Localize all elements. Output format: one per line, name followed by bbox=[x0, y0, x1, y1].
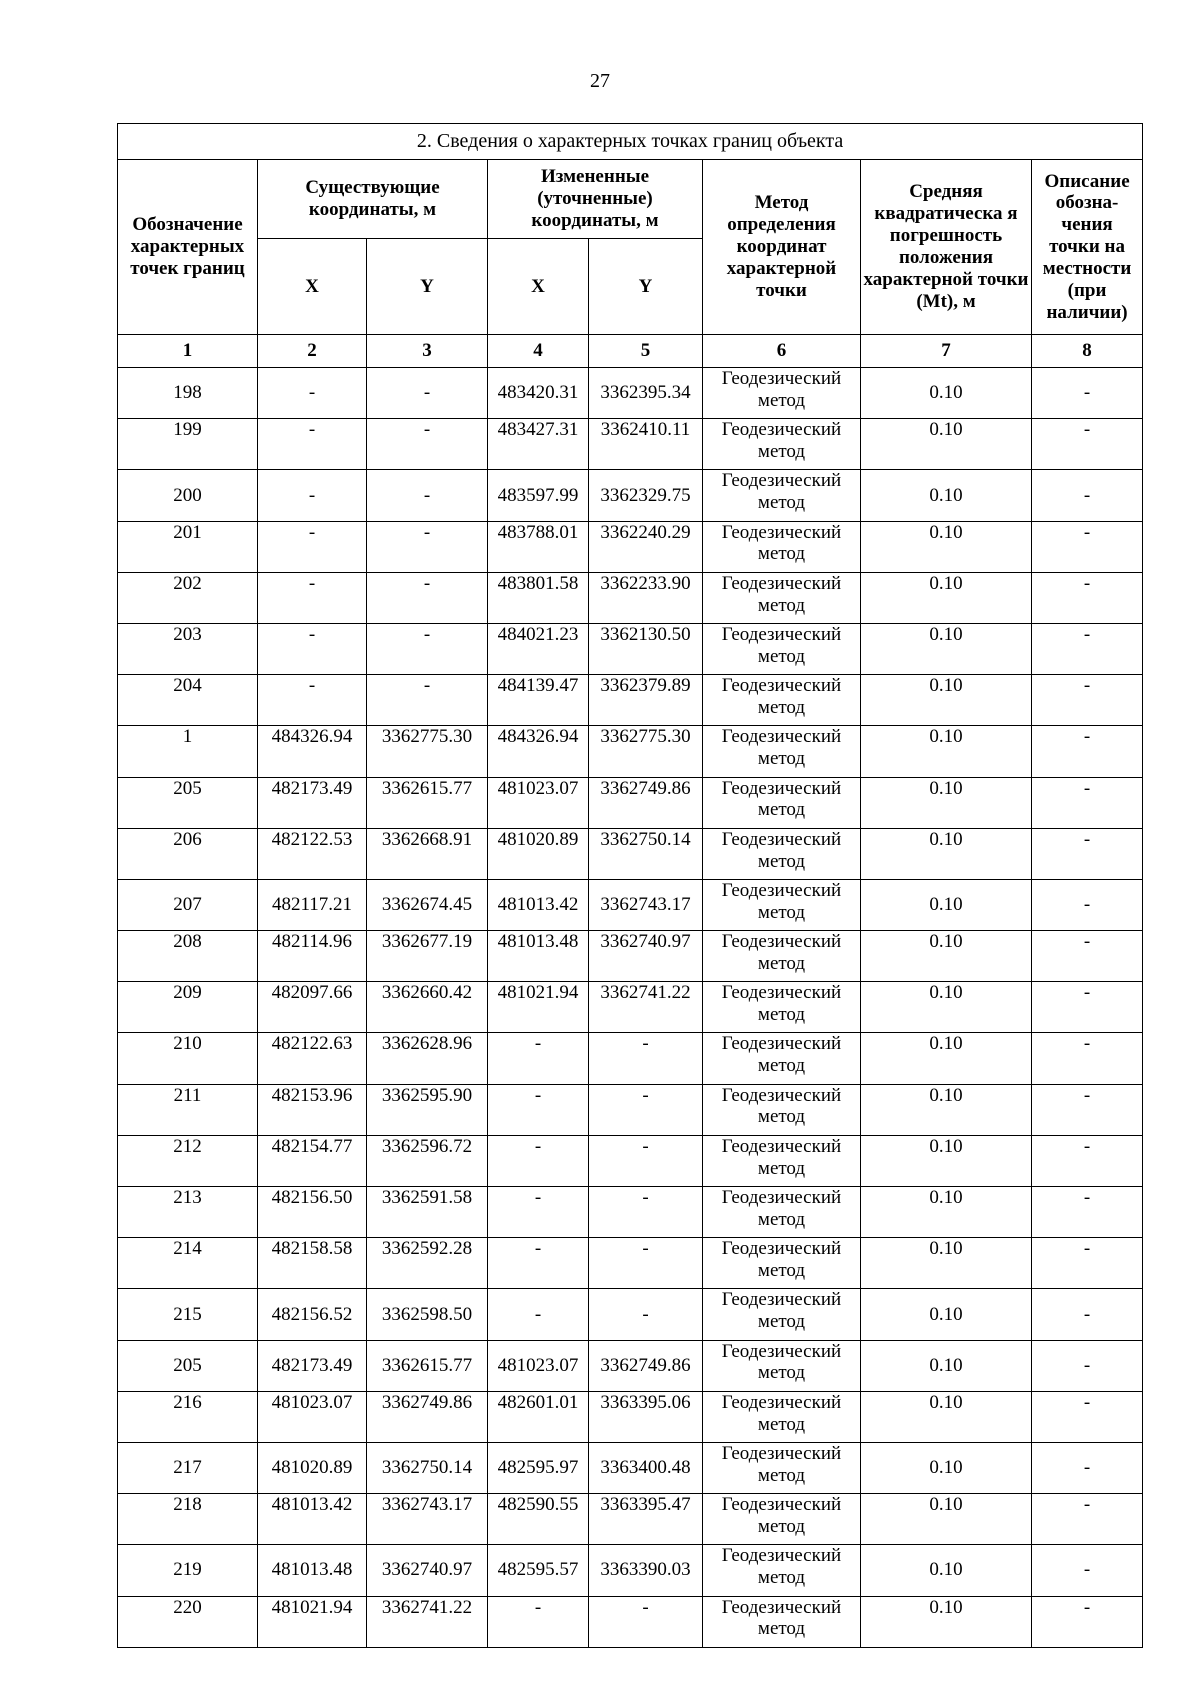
changed-y-cell: - bbox=[589, 1187, 703, 1238]
error-cell: 0.10 bbox=[861, 572, 1032, 623]
point-designation-cell: 219 bbox=[118, 1545, 258, 1596]
existing-y-cell: 3362660.42 bbox=[367, 982, 488, 1033]
error-cell: 0.10 bbox=[861, 1545, 1032, 1596]
error-cell: 0.10 bbox=[861, 470, 1032, 521]
point-designation-cell: 207 bbox=[118, 879, 258, 930]
table-row bbox=[118, 470, 1143, 521]
point-designation-cell: 220 bbox=[118, 1596, 258, 1647]
description-cell: - bbox=[1032, 675, 1143, 726]
changed-y-cell: 3362740.97 bbox=[589, 931, 703, 982]
point-designation-cell: 205 bbox=[118, 777, 258, 828]
description-cell: - bbox=[1032, 419, 1143, 470]
table-row bbox=[118, 1391, 1143, 1442]
point-designation-cell: 218 bbox=[118, 1494, 258, 1545]
description-cell: - bbox=[1032, 879, 1143, 930]
header-error: Средняя квадратическа я погрешность положения характерной точки (Mt), м bbox=[861, 160, 1032, 335]
error-cell: 0.10 bbox=[861, 1340, 1032, 1391]
table-row bbox=[118, 572, 1143, 623]
method-cell: Геодезический метод bbox=[703, 1135, 861, 1186]
existing-y-cell: 3362596.72 bbox=[367, 1135, 488, 1186]
description-cell: - bbox=[1032, 368, 1143, 419]
changed-x-cell: - bbox=[488, 1187, 589, 1238]
changed-y-cell: 3362410.11 bbox=[589, 419, 703, 470]
error-cell: 0.10 bbox=[861, 1033, 1032, 1084]
changed-y-cell: 3362395.34 bbox=[589, 368, 703, 419]
method-cell: Геодезический метод bbox=[703, 1391, 861, 1442]
existing-x-cell: 482122.63 bbox=[258, 1033, 367, 1084]
description-cell: - bbox=[1032, 1596, 1143, 1647]
point-designation-cell: 205 bbox=[118, 1340, 258, 1391]
changed-y-cell: 3362240.29 bbox=[589, 521, 703, 572]
table-row bbox=[118, 1289, 1143, 1340]
column-number: 4 bbox=[488, 335, 589, 368]
changed-y-cell: - bbox=[589, 1135, 703, 1186]
table-row bbox=[118, 1596, 1143, 1647]
changed-y-cell: 3362329.75 bbox=[589, 470, 703, 521]
existing-x-cell: 482153.96 bbox=[258, 1084, 367, 1135]
existing-x-cell: - bbox=[258, 419, 367, 470]
existing-y-cell: 3362749.86 bbox=[367, 1391, 488, 1442]
existing-x-cell: 482114.96 bbox=[258, 931, 367, 982]
changed-y-cell: 3362233.90 bbox=[589, 572, 703, 623]
column-number: 2 bbox=[258, 335, 367, 368]
changed-y-cell: 3362743.17 bbox=[589, 879, 703, 930]
existing-y-cell: 3362668.91 bbox=[367, 828, 488, 879]
existing-x-cell: - bbox=[258, 521, 367, 572]
description-cell: - bbox=[1032, 1545, 1143, 1596]
header-point-designation: Обозначение характерных точек границ bbox=[118, 160, 258, 335]
existing-y-cell: 3362750.14 bbox=[367, 1442, 488, 1493]
column-number: 6 bbox=[703, 335, 861, 368]
changed-x-cell: 482590.55 bbox=[488, 1494, 589, 1545]
error-cell: 0.10 bbox=[861, 982, 1032, 1033]
existing-y-cell: 3362615.77 bbox=[367, 777, 488, 828]
characteristic-points-table bbox=[117, 123, 1143, 1648]
point-designation-cell: 211 bbox=[118, 1084, 258, 1135]
description-cell: - bbox=[1032, 1084, 1143, 1135]
changed-y-cell: 3362379.89 bbox=[589, 675, 703, 726]
error-cell: 0.10 bbox=[861, 879, 1032, 930]
existing-y-cell: - bbox=[367, 521, 488, 572]
changed-y-cell: - bbox=[589, 1596, 703, 1647]
error-cell: 0.10 bbox=[861, 1289, 1032, 1340]
table-row bbox=[118, 1340, 1143, 1391]
description-cell: - bbox=[1032, 1238, 1143, 1289]
point-designation-cell: 209 bbox=[118, 982, 258, 1033]
table-row bbox=[118, 675, 1143, 726]
description-cell: - bbox=[1032, 828, 1143, 879]
table-row bbox=[118, 879, 1143, 930]
description-cell: - bbox=[1032, 777, 1143, 828]
existing-y-cell: 3362595.90 bbox=[367, 1084, 488, 1135]
method-cell: Геодезический метод bbox=[703, 1545, 861, 1596]
existing-y-cell: - bbox=[367, 675, 488, 726]
existing-y-cell: 3362741.22 bbox=[367, 1596, 488, 1647]
existing-x-cell: 482117.21 bbox=[258, 879, 367, 930]
changed-y-cell: 3363395.06 bbox=[589, 1391, 703, 1442]
changed-x-cell: - bbox=[488, 1135, 589, 1186]
column-number: 5 bbox=[589, 335, 703, 368]
method-cell: Геодезический метод bbox=[703, 777, 861, 828]
table-row bbox=[118, 1084, 1143, 1135]
description-cell: - bbox=[1032, 623, 1143, 674]
header-description: Описание обозна-чения точки на местности (при наличии) bbox=[1032, 160, 1143, 335]
point-designation-cell: 213 bbox=[118, 1187, 258, 1238]
changed-y-cell: - bbox=[589, 1084, 703, 1135]
changed-x-cell: - bbox=[488, 1033, 589, 1084]
existing-y-cell: 3362628.96 bbox=[367, 1033, 488, 1084]
changed-y-cell: 3363390.03 bbox=[589, 1545, 703, 1596]
changed-y-cell: - bbox=[589, 1289, 703, 1340]
changed-y-cell: - bbox=[589, 1033, 703, 1084]
existing-y-cell: - bbox=[367, 623, 488, 674]
error-cell: 0.10 bbox=[861, 777, 1032, 828]
error-cell: 0.10 bbox=[861, 1494, 1032, 1545]
changed-x-cell: 484139.47 bbox=[488, 675, 589, 726]
table-row bbox=[118, 419, 1143, 470]
changed-y-cell: - bbox=[589, 1238, 703, 1289]
changed-x-cell: - bbox=[488, 1238, 589, 1289]
table-row bbox=[118, 368, 1143, 419]
method-cell: Геодезический метод bbox=[703, 1442, 861, 1493]
existing-y-cell: 3362677.19 bbox=[367, 931, 488, 982]
description-cell: - bbox=[1032, 1187, 1143, 1238]
method-cell: Геодезический метод bbox=[703, 1289, 861, 1340]
description-cell: - bbox=[1032, 1289, 1143, 1340]
column-number: 8 bbox=[1032, 335, 1143, 368]
point-designation-cell: 214 bbox=[118, 1238, 258, 1289]
error-cell: 0.10 bbox=[861, 1135, 1032, 1186]
existing-x-cell: 481023.07 bbox=[258, 1391, 367, 1442]
existing-y-cell: 3362775.30 bbox=[367, 726, 488, 777]
changed-x-cell: 483597.99 bbox=[488, 470, 589, 521]
existing-y-cell: 3362591.58 bbox=[367, 1187, 488, 1238]
existing-x-cell: 484326.94 bbox=[258, 726, 367, 777]
existing-x-cell: 481021.94 bbox=[258, 1596, 367, 1647]
changed-x-cell: 482595.57 bbox=[488, 1545, 589, 1596]
existing-y-cell: 3362743.17 bbox=[367, 1494, 488, 1545]
page-number: 27 bbox=[590, 70, 610, 92]
changed-x-cell: 482601.01 bbox=[488, 1391, 589, 1442]
table-row bbox=[118, 828, 1143, 879]
header-existing-coords: Существующие координаты, м bbox=[258, 160, 488, 239]
error-cell: 0.10 bbox=[861, 1084, 1032, 1135]
existing-y-cell: 3362615.77 bbox=[367, 1340, 488, 1391]
description-cell: - bbox=[1032, 1494, 1143, 1545]
error-cell: 0.10 bbox=[861, 1391, 1032, 1442]
changed-x-cell: 483801.58 bbox=[488, 572, 589, 623]
existing-y-cell: - bbox=[367, 419, 488, 470]
table-row bbox=[118, 1135, 1143, 1186]
table-row bbox=[118, 623, 1143, 674]
table-row bbox=[118, 1442, 1143, 1493]
error-cell: 0.10 bbox=[861, 1442, 1032, 1493]
existing-y-cell: 3362592.28 bbox=[367, 1238, 488, 1289]
point-designation-cell: 203 bbox=[118, 623, 258, 674]
changed-y-cell: 3362130.50 bbox=[589, 623, 703, 674]
description-cell: - bbox=[1032, 1033, 1143, 1084]
changed-x-cell: - bbox=[488, 1084, 589, 1135]
changed-x-cell: 483788.01 bbox=[488, 521, 589, 572]
point-designation-cell: 202 bbox=[118, 572, 258, 623]
existing-x-cell: 482154.77 bbox=[258, 1135, 367, 1186]
point-designation-cell: 199 bbox=[118, 419, 258, 470]
method-cell: Геодезический метод bbox=[703, 419, 861, 470]
existing-x-cell: 481013.42 bbox=[258, 1494, 367, 1545]
method-cell: Геодезический метод bbox=[703, 1340, 861, 1391]
point-designation-cell: 1 bbox=[118, 726, 258, 777]
changed-x-cell: 484326.94 bbox=[488, 726, 589, 777]
existing-y-cell: - bbox=[367, 470, 488, 521]
error-cell: 0.10 bbox=[861, 623, 1032, 674]
method-cell: Геодезический метод bbox=[703, 828, 861, 879]
point-designation-cell: 210 bbox=[118, 1033, 258, 1084]
existing-x-cell: 481020.89 bbox=[258, 1442, 367, 1493]
method-cell: Геодезический метод bbox=[703, 1187, 861, 1238]
existing-x-cell: - bbox=[258, 675, 367, 726]
table-row bbox=[118, 931, 1143, 982]
changed-x-cell: 483427.31 bbox=[488, 419, 589, 470]
table-row bbox=[118, 777, 1143, 828]
error-cell: 0.10 bbox=[861, 1187, 1032, 1238]
changed-x-cell: 481021.94 bbox=[488, 982, 589, 1033]
existing-y-cell: 3362740.97 bbox=[367, 1545, 488, 1596]
error-cell: 0.10 bbox=[861, 419, 1032, 470]
description-cell: - bbox=[1032, 982, 1143, 1033]
changed-y-cell: 3362775.30 bbox=[589, 726, 703, 777]
description-cell: - bbox=[1032, 931, 1143, 982]
point-designation-cell: 215 bbox=[118, 1289, 258, 1340]
error-cell: 0.10 bbox=[861, 931, 1032, 982]
method-cell: Геодезический метод bbox=[703, 368, 861, 419]
error-cell: 0.10 bbox=[861, 726, 1032, 777]
existing-x-cell: - bbox=[258, 572, 367, 623]
point-designation-cell: 198 bbox=[118, 368, 258, 419]
point-designation-cell: 201 bbox=[118, 521, 258, 572]
existing-x-cell: 482173.49 bbox=[258, 777, 367, 828]
existing-x-cell: - bbox=[258, 470, 367, 521]
point-designation-cell: 216 bbox=[118, 1391, 258, 1442]
header-changed-x: X bbox=[488, 239, 589, 335]
existing-x-cell: 482173.49 bbox=[258, 1340, 367, 1391]
description-cell: - bbox=[1032, 521, 1143, 572]
existing-y-cell: 3362674.45 bbox=[367, 879, 488, 930]
table-body bbox=[118, 368, 1143, 1648]
header-existing-x: X bbox=[258, 239, 367, 335]
error-cell: 0.10 bbox=[861, 521, 1032, 572]
existing-x-cell: 482158.58 bbox=[258, 1238, 367, 1289]
existing-x-cell: - bbox=[258, 368, 367, 419]
point-designation-cell: 200 bbox=[118, 470, 258, 521]
existing-y-cell: - bbox=[367, 368, 488, 419]
changed-x-cell: 481023.07 bbox=[488, 1340, 589, 1391]
changed-y-cell: 3362749.86 bbox=[589, 1340, 703, 1391]
method-cell: Геодезический метод bbox=[703, 982, 861, 1033]
column-number: 1 bbox=[118, 335, 258, 368]
column-number: 3 bbox=[367, 335, 488, 368]
header-method: Метод определения координат характерной точки bbox=[703, 160, 861, 335]
method-cell: Геодезический метод bbox=[703, 470, 861, 521]
point-designation-cell: 206 bbox=[118, 828, 258, 879]
header-changed-y: Y bbox=[589, 239, 703, 335]
error-cell: 0.10 bbox=[861, 1596, 1032, 1647]
description-cell: - bbox=[1032, 1340, 1143, 1391]
table-row bbox=[118, 1033, 1143, 1084]
point-designation-cell: 212 bbox=[118, 1135, 258, 1186]
column-number: 7 bbox=[861, 335, 1032, 368]
changed-y-cell: 3362749.86 bbox=[589, 777, 703, 828]
method-cell: Геодезический метод bbox=[703, 1596, 861, 1647]
header-changed-coords: Измененные (уточненные) координаты, м bbox=[488, 160, 703, 239]
table-row bbox=[118, 521, 1143, 572]
existing-x-cell: - bbox=[258, 623, 367, 674]
table-row bbox=[118, 1238, 1143, 1289]
existing-y-cell: 3362598.50 bbox=[367, 1289, 488, 1340]
point-designation-cell: 208 bbox=[118, 931, 258, 982]
error-cell: 0.10 bbox=[861, 368, 1032, 419]
table-row bbox=[118, 1494, 1143, 1545]
method-cell: Геодезический метод bbox=[703, 1494, 861, 1545]
section-title: 2. Сведения о характерных точках границ объекта bbox=[118, 124, 1143, 160]
table-row bbox=[118, 982, 1143, 1033]
method-cell: Геодезический метод bbox=[703, 1238, 861, 1289]
description-cell: - bbox=[1032, 726, 1143, 777]
existing-x-cell: 482156.52 bbox=[258, 1289, 367, 1340]
method-cell: Геодезический метод bbox=[703, 675, 861, 726]
changed-x-cell: 481013.42 bbox=[488, 879, 589, 930]
method-cell: Геодезический метод bbox=[703, 1084, 861, 1135]
description-cell: - bbox=[1032, 1135, 1143, 1186]
changed-x-cell: - bbox=[488, 1596, 589, 1647]
changed-y-cell: 3362741.22 bbox=[589, 982, 703, 1033]
description-cell: - bbox=[1032, 572, 1143, 623]
changed-x-cell: 482595.97 bbox=[488, 1442, 589, 1493]
changed-y-cell: 3363400.48 bbox=[589, 1442, 703, 1493]
table-row bbox=[118, 1545, 1143, 1596]
description-cell: - bbox=[1032, 1391, 1143, 1442]
error-cell: 0.10 bbox=[861, 828, 1032, 879]
error-cell: 0.10 bbox=[861, 1238, 1032, 1289]
error-cell: 0.10 bbox=[861, 675, 1032, 726]
changed-x-cell: 483420.31 bbox=[488, 368, 589, 419]
changed-y-cell: 3363395.47 bbox=[589, 1494, 703, 1545]
existing-y-cell: - bbox=[367, 572, 488, 623]
existing-x-cell: 481013.48 bbox=[258, 1545, 367, 1596]
point-designation-cell: 204 bbox=[118, 675, 258, 726]
table-row bbox=[118, 1187, 1143, 1238]
point-designation-cell: 217 bbox=[118, 1442, 258, 1493]
changed-x-cell: 484021.23 bbox=[488, 623, 589, 674]
changed-y-cell: 3362750.14 bbox=[589, 828, 703, 879]
changed-x-cell: 481023.07 bbox=[488, 777, 589, 828]
method-cell: Геодезический метод bbox=[703, 931, 861, 982]
method-cell: Геодезический метод bbox=[703, 1033, 861, 1084]
existing-x-cell: 482156.50 bbox=[258, 1187, 367, 1238]
method-cell: Геодезический метод bbox=[703, 521, 861, 572]
changed-x-cell: 481020.89 bbox=[488, 828, 589, 879]
method-cell: Геодезический метод bbox=[703, 726, 861, 777]
header-existing-y: Y bbox=[367, 239, 488, 335]
description-cell: - bbox=[1032, 470, 1143, 521]
changed-x-cell: 481013.48 bbox=[488, 931, 589, 982]
table-row bbox=[118, 726, 1143, 777]
existing-x-cell: 482097.66 bbox=[258, 982, 367, 1033]
changed-x-cell: - bbox=[488, 1289, 589, 1340]
method-cell: Геодезический метод bbox=[703, 879, 861, 930]
method-cell: Геодезический метод bbox=[703, 572, 861, 623]
description-cell: - bbox=[1032, 1442, 1143, 1493]
existing-x-cell: 482122.53 bbox=[258, 828, 367, 879]
method-cell: Геодезический метод bbox=[703, 623, 861, 674]
